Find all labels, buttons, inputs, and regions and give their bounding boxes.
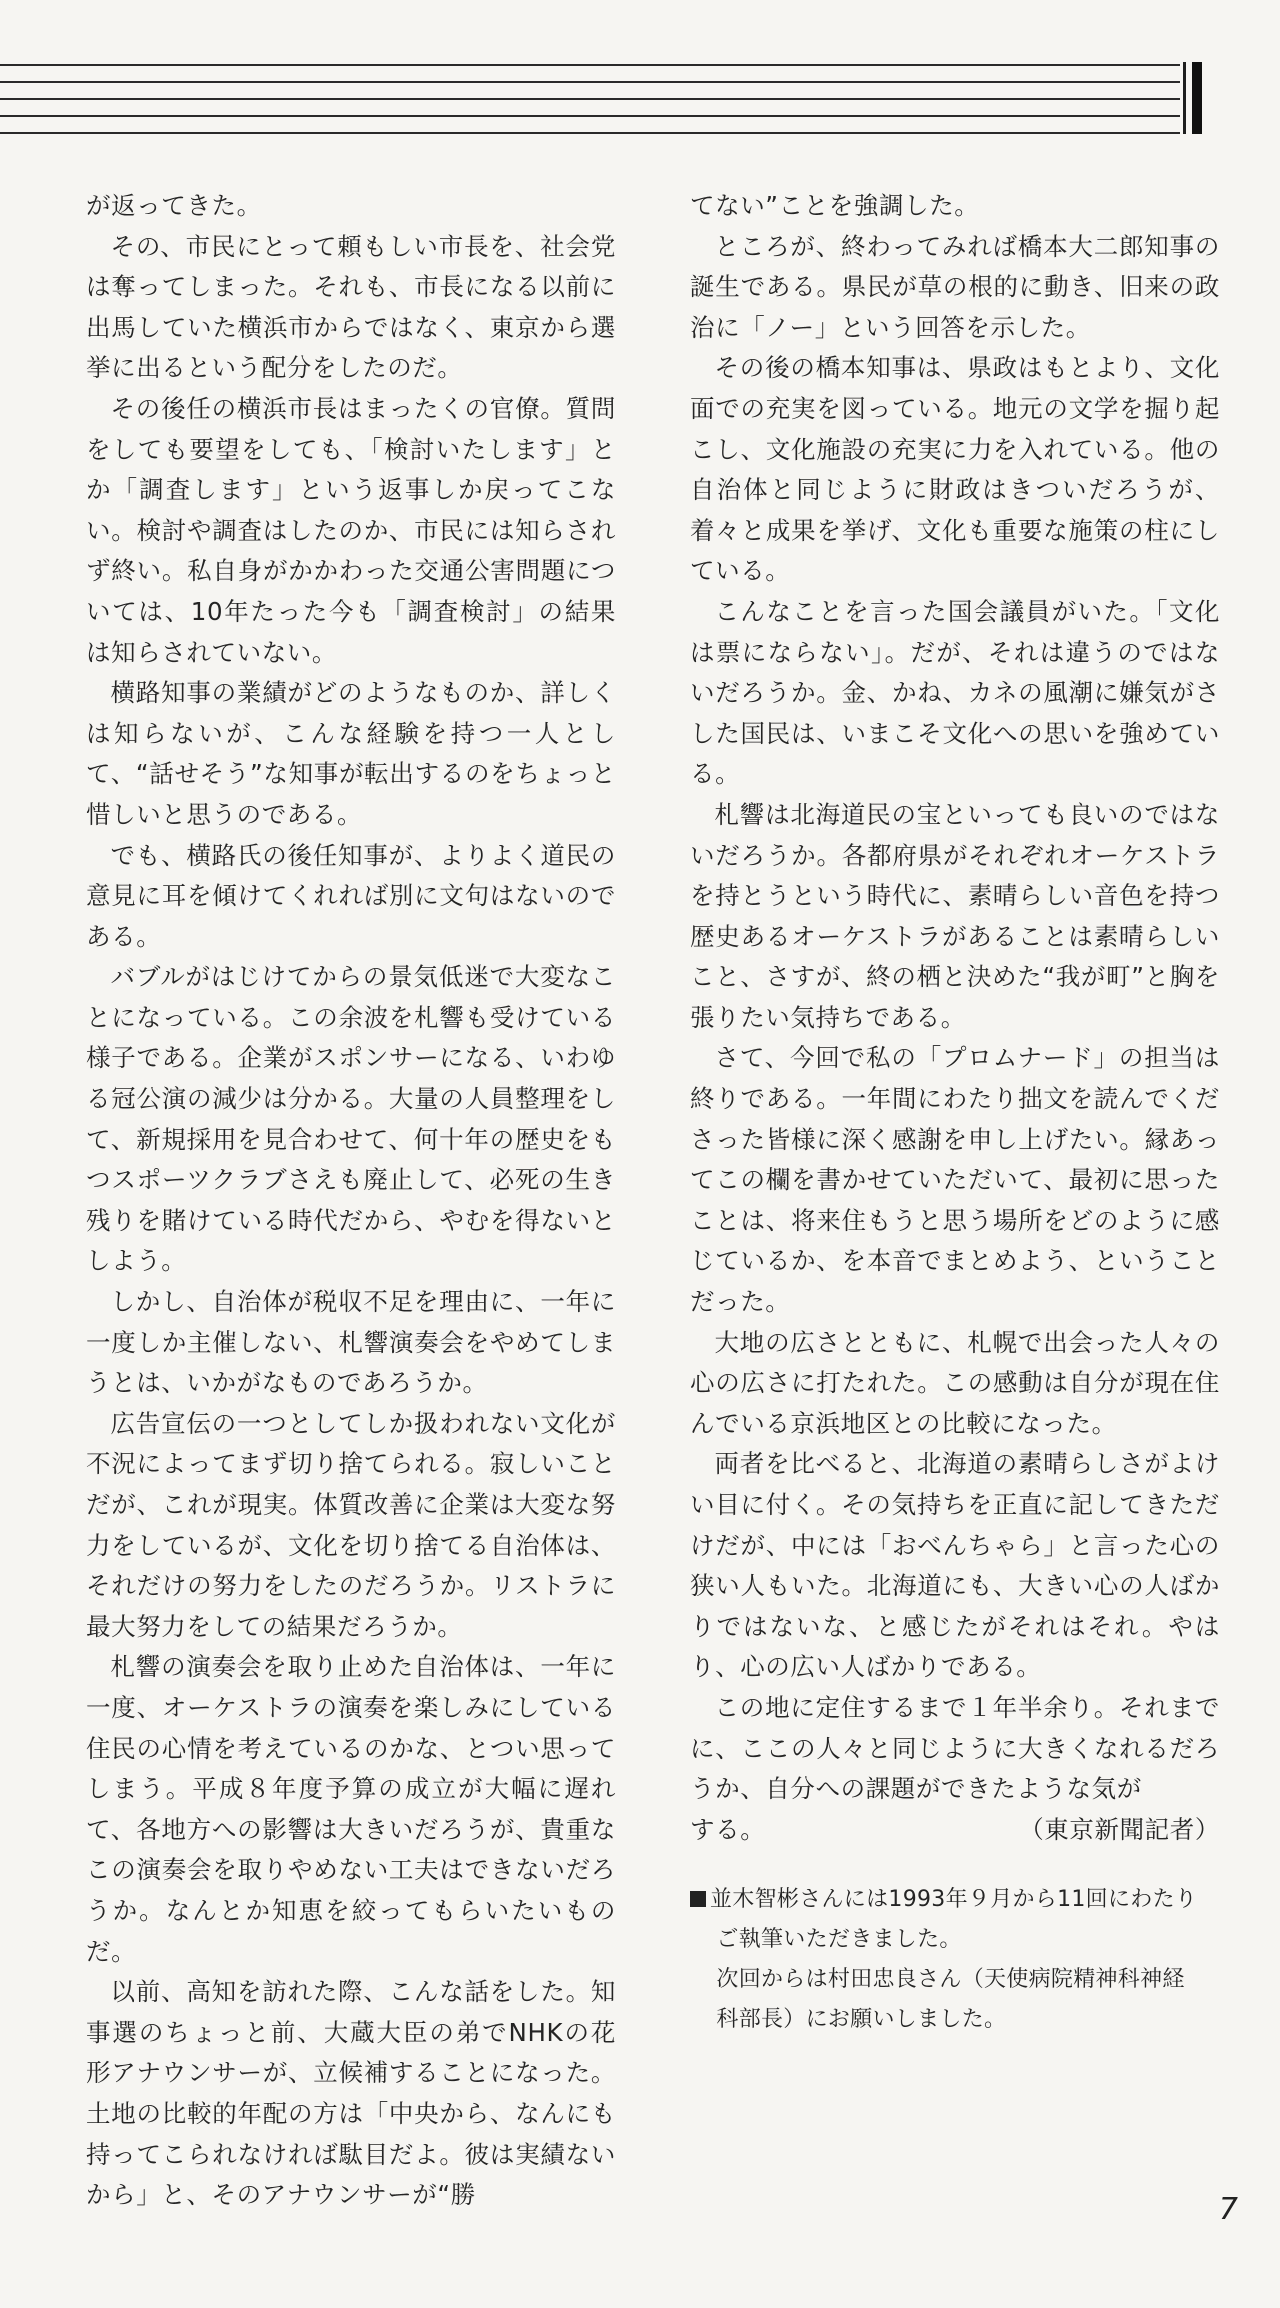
paragraph: てない”ことを強調した。 <box>690 191 980 220</box>
paragraph: 広告宣伝の一つとしてしか扱われない文化が不況によってまず切り捨てられる。寂しいことだが、これが現実。体質改善に企業は大変な努力をしているが、文化を切り捨てる自治体は、それだけの努力をしたのだろうか。リストラに最大努力をしての結果だろうか。 <box>86 1408 616 1641</box>
paragraph: こんなことを言った国会議員がいた。「文化は票にならない」。だが、それは違うのではないだろうか。金、かね、カネの風潮に嫌気がさした国民は、いまこそ文化への思いを強めている。 <box>690 596 1220 789</box>
staff-barline-thick <box>1192 62 1202 134</box>
paragraph: でも、横路氏の後任知事が、よりよく道民の意見に耳を傾けてくれれば別に文句はないのである。 <box>86 840 616 951</box>
staff-line <box>0 115 1180 117</box>
paragraph: 横路知事の業績がどのようなものか、詳しくは知らないが、こんな経験を持つ一人として、“話せそう”な知事が転出するのをちょっと惜しいと思うのである。 <box>86 678 616 829</box>
staff-lines-decoration <box>0 62 1202 134</box>
page-number: 7 <box>1218 2192 1238 2227</box>
staff-line <box>0 64 1180 66</box>
paragraph: 札響の演奏会を取り止めた自治体は、一年に一度、オーケストラの演奏を楽しみにしている住民の心情を考えているのかな、とつい思ってしまう。平成８年度予算の成立が大幅に遅れて、各地方への影響は大きいだろうが、貴重なこの演奏会を取りやめない工夫はできないだろうか。なんとか知恵を絞ってもらいたいものだ。 <box>86 1652 616 1966</box>
staff-line <box>0 98 1180 100</box>
paragraph: さて、今回で私の「プロムナード」の担当は終りである。一年間にわたり拙文を読んでくださった皆様に深く感謝を申し上げたい。縁あってこの欄を書かせていただいて、最初に思ったことは、将来住もうと思う場所をどのように感じているか、を本音でまとめよう、ということだった。 <box>690 1043 1220 1317</box>
paragraph: が返ってきた。 <box>86 191 262 220</box>
note-line: ご執筆いただきました。 <box>716 1927 962 1953</box>
note-line: 並木智彬さんには1993年９月から11回にわたり <box>690 1880 1220 1920</box>
paragraph: 札響は北海道民の宝といっても良いのではないだろうか。各都府県がそれぞれオーケストラを持とうという時代に、素晴らしい音色を持つ歴史あるオーケストラがあることは素晴らしいこと、さすが、終の栖と決めた“我が町”と胸を張りたい気持ちである。 <box>690 799 1220 1032</box>
closing-line <box>690 1810 1220 1851</box>
editor-note <box>690 1880 1220 2040</box>
note-line: 次回からは村田忠良さん（天使病院精神科神経 <box>716 1967 1185 1993</box>
paragraph: 両者を比べると、北海道の素晴らしさがよけい目に付く。その気持ちを正直に記してきただけだが、中には「おべんちゃら」と言った心の狭い人もいた。北海道にも、大きい心の人ばかりではないな、と感じたがそれはそれ。やはり、心の広い人ばかりである。 <box>690 1449 1220 1682</box>
paragraph: その後の橋本知事は、県政はもとより、文化面での充実を図っている。地元の文学を掘り起こし、文化施設の充実に力を入れている。他の自治体と同じように財政はきついだろうが、着々と成果を挙げ、文化も重要な施策の柱にしている。 <box>690 353 1220 586</box>
square-bullet-icon <box>690 1891 706 1907</box>
paragraph: 大地の広さとともに、札幌で出会った人々の心の広さに打たれた。この感動は自分が現在住んでいる京浜地区との比較になった。 <box>690 1327 1220 1438</box>
right-text-column <box>690 186 1220 2040</box>
author-affiliation: （東京新聞記者） <box>1019 1814 1220 1844</box>
staff-line <box>0 81 1180 83</box>
staff-line <box>0 132 1180 134</box>
staff-barline-thin <box>1183 62 1186 134</box>
paragraph: この地に定住するまで１年半余り。それまでに、ここの人々と同じように大きくなれるだろうか、自分への課題ができたような気が <box>690 1692 1220 1804</box>
paragraph: バブルがはじけてからの景気低迷で大変なことになっている。この余波を札響も受けている様子である。企業がスポンサーになる、いわゆる冠公演の減少は分かる。大量の人員整理をして、新規採用を見合わせて、何十年の歴史をもつスポーツクラブさえも廃止して、必死の生き残りを賭けている時代だから、やむを得ないとしよう。 <box>86 962 616 1276</box>
paragraph: その、市民にとって頼もしい市長を、社会党は奪ってしまった。それも、市長になる以前に出馬していた横浜市からではなく、東京から選挙に出るという配分をしたのだ。 <box>86 231 616 383</box>
closing-text: する。 <box>690 1814 766 1844</box>
paragraph: ところが、終わってみれば橋本大二郎知事の誕生である。県民が草の根的に動き、旧来の政治に「ノー」という回答を示した。 <box>690 231 1220 342</box>
paragraph: その後任の横浜市長はまったくの官僚。質問をしても要望をしても、「検討いたします」とか「調査します」という返事しか戻ってこない。検討や調査はしたのか、市民には知らされず終い。私自身がかかわった交通公害問題については、10年たった今も「調査検討」の結果は知らされていない。 <box>86 393 616 667</box>
paragraph: しかし、自治体が税収不足を理由に、一年に一度しか主催しない、札響演奏会をやめてしまうとは、いかがなものであろうか。 <box>86 1287 616 1398</box>
note-line: 科部長）にお願いしました。 <box>716 2007 1007 2033</box>
paragraph: 以前、高知を訪れた際、こんな話をした。知事選のちょっと前、大蔵大臣の弟でNHKの花形アナウンサーが、立候補することになった。土地の比較的年配の方は「中央から、なんにも持ってこられなければ駄目だよ。彼は実績ないから」と、そのアナウンサーが“勝 <box>86 1977 616 2210</box>
left-text-column <box>86 186 616 2216</box>
